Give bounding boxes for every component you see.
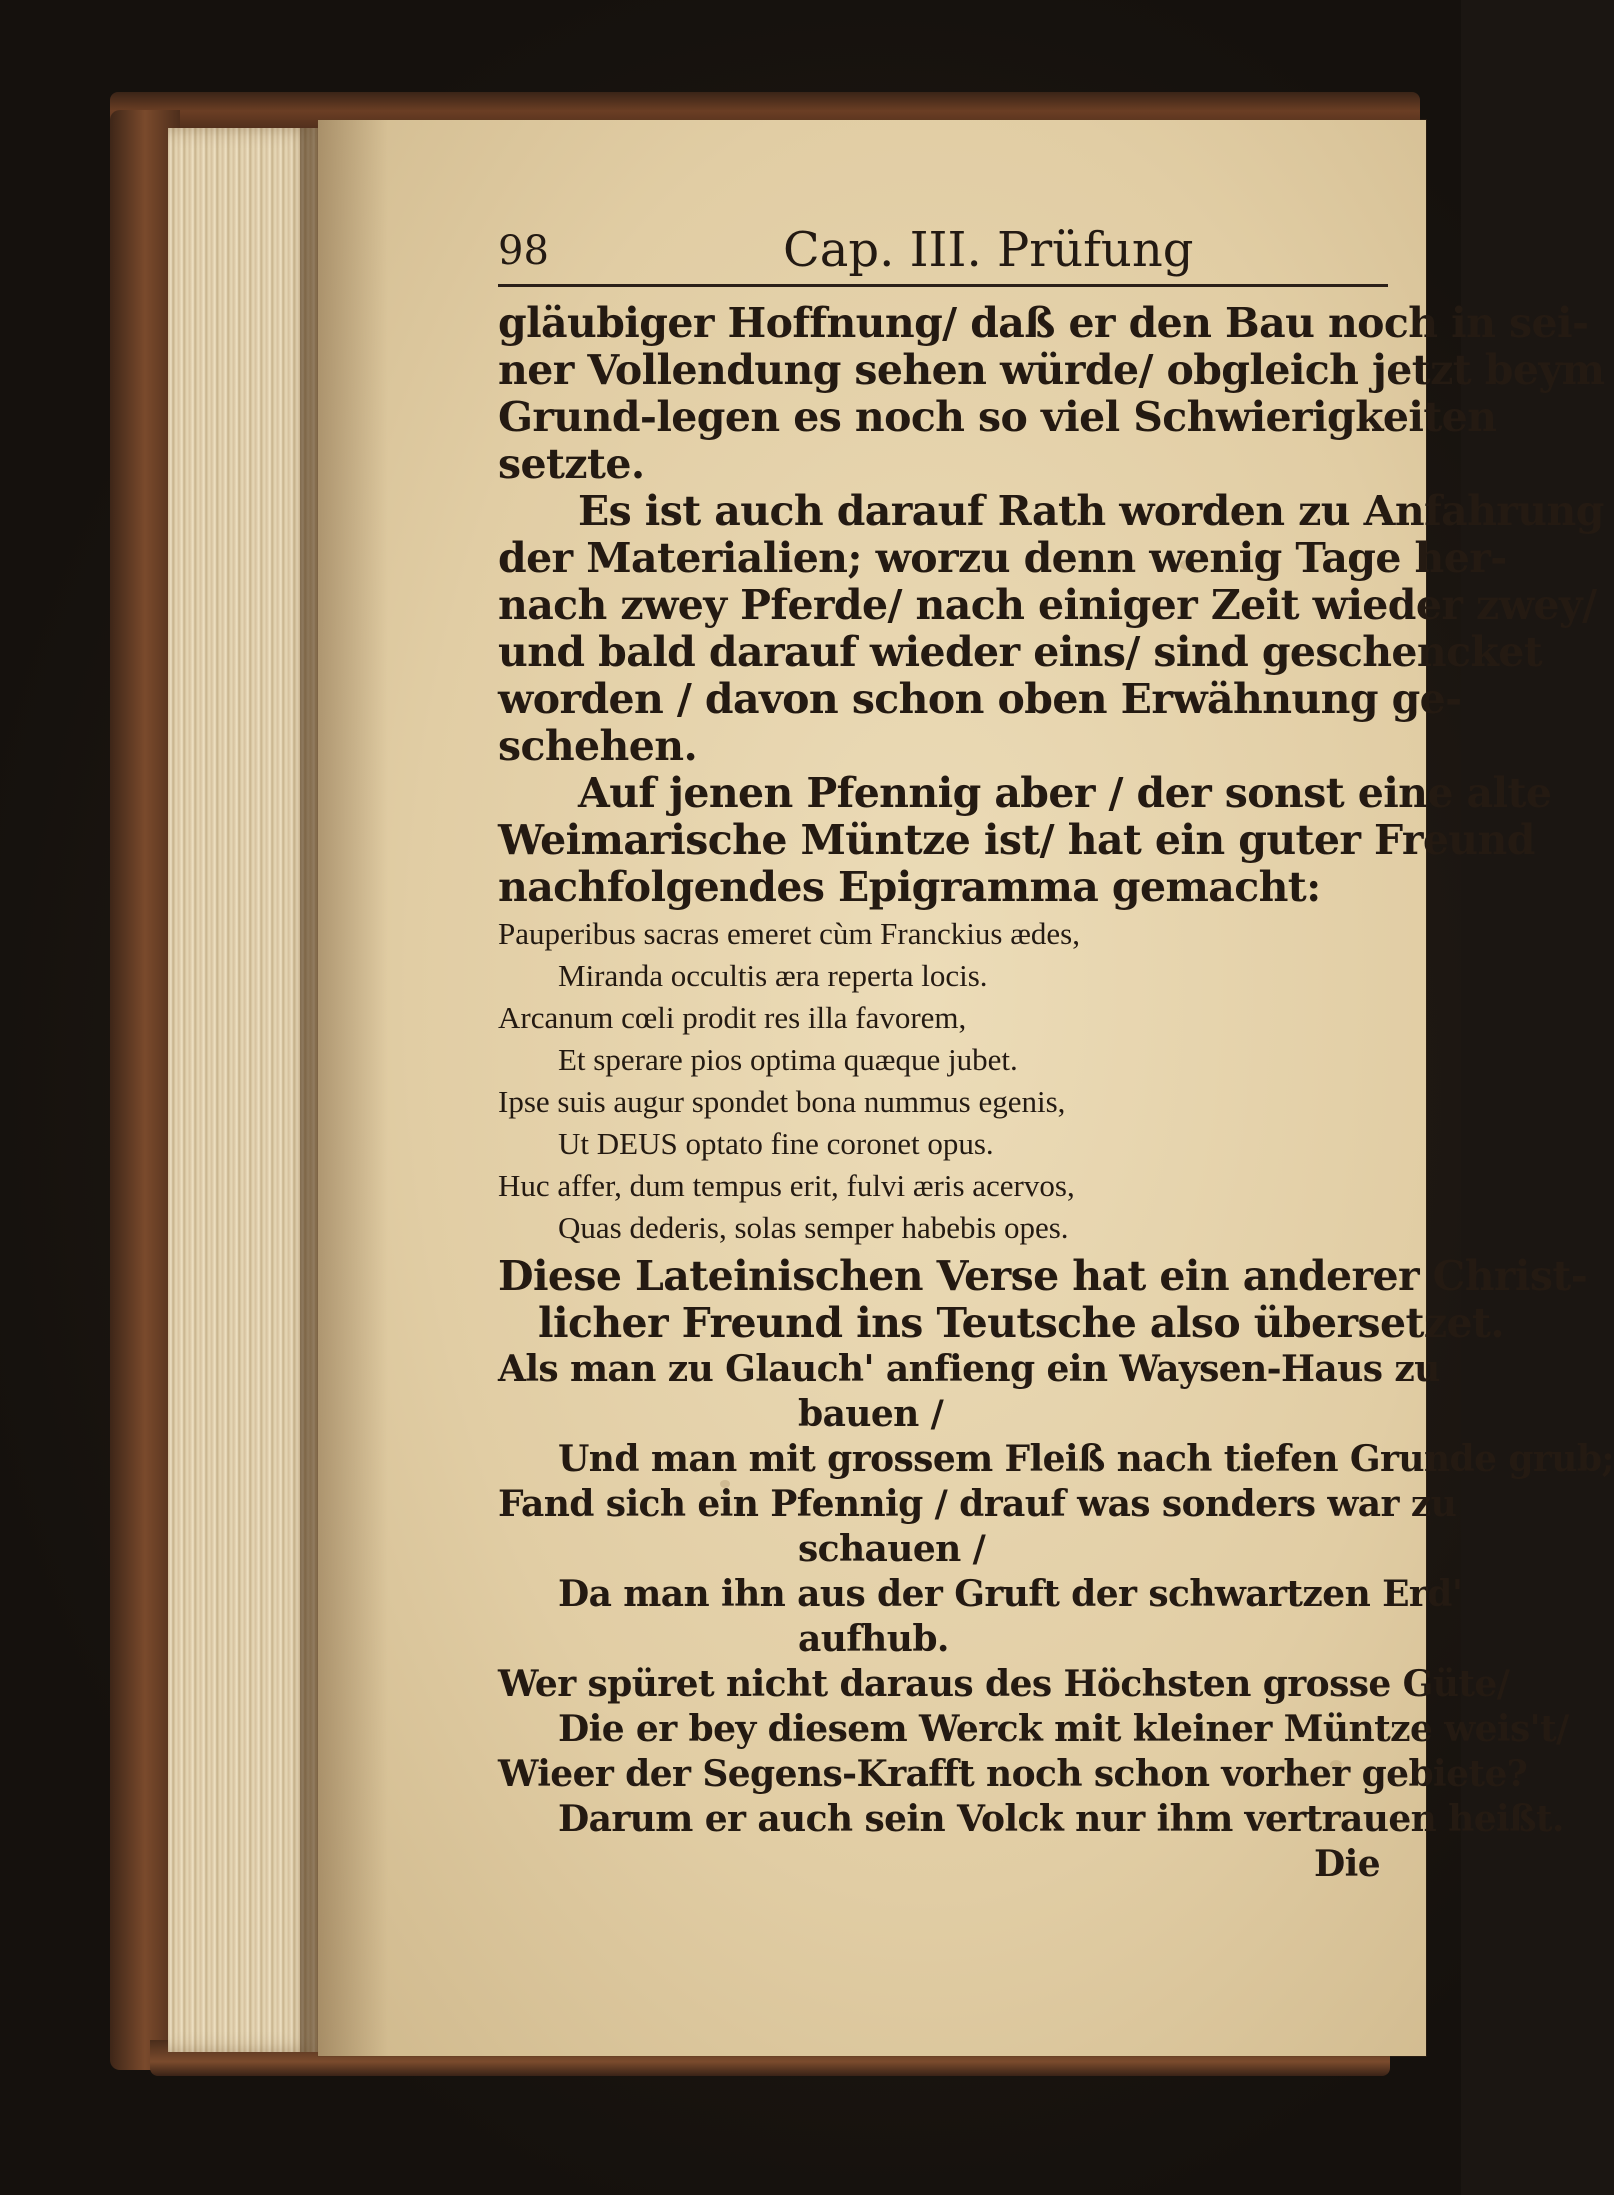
- text-line: ner Vollendung sehen würde/ obgleich jetzt beym: [498, 346, 1605, 394]
- text-line: nachfolgendes Epigramma gemacht:: [498, 863, 1321, 911]
- text-line: schehen.: [498, 722, 698, 770]
- catchword: Die: [1314, 1843, 1380, 1885]
- text-line: und bald darauf wieder eins/ sind geschencket: [498, 628, 1543, 676]
- poem-line: Die er bey diesem Werck mit kleiner Müntze weis't/: [558, 1708, 1569, 1750]
- poem-line: Als man zu Glauch' anfieng ein Waysen-Haus zu: [498, 1348, 1440, 1390]
- poem-line: bauen /: [798, 1393, 944, 1435]
- latin-verse-line: Huc affer, dum tempus erit, fulvi æris acervos,: [498, 1168, 1075, 1203]
- text-line: der Materialien; worzu denn wenig Tage her-: [498, 534, 1507, 582]
- text-line: worden / davon schon oben Erwähnung ge-: [498, 675, 1462, 723]
- paragraph-start-line: Auf jenen Pfennig aber / der sonst eine alte: [578, 769, 1552, 817]
- text-line: Grund-legen es noch so viel Schwierigkeiten: [498, 393, 1497, 441]
- latin-verse-line: Quas dederis, solas semper habebis opes.: [558, 1210, 1069, 1245]
- latin-verse-line: Miranda occultis æra reperta locis.: [558, 958, 988, 993]
- page-edges: [168, 128, 318, 2052]
- latin-verse-line: Arcanum cœli prodit res illa favorem,: [498, 1000, 967, 1035]
- text-line: nach zwey Pferde/ nach einiger Zeit wieder zwey/: [498, 581, 1597, 629]
- poem-line: Da man ihn aus der Gruft der schwartzen Erd': [558, 1573, 1463, 1615]
- page-number: 98: [498, 228, 549, 274]
- text-line: Diese Lateinischen Verse hat ein anderer Christ-: [498, 1252, 1588, 1300]
- page-header: [498, 222, 1388, 287]
- text-line: setzte.: [498, 440, 645, 488]
- poem-line: Fand sich ein Pfennig / drauf was sonders war zu: [498, 1483, 1457, 1525]
- poem-line: schauen /: [798, 1528, 986, 1570]
- page-body: [498, 299, 1614, 1887]
- latin-verse-line: Et sperare pios optima quæque jubet.: [558, 1042, 1018, 1077]
- page-gutter-shadow: [318, 120, 388, 2056]
- poem-line: Darum er auch sein Volck nur ihm vertrauen heißt.: [558, 1798, 1564, 1840]
- paragraph-start-line: Es ist auch darauf Rath worden zu Anfahrung: [578, 487, 1604, 535]
- poem-line: aufhub.: [798, 1618, 949, 1660]
- text-line: licher Freund ins Teutsche also übersetzet.: [538, 1299, 1505, 1347]
- latin-verse-line: Ut DEUS optato fine coronet opus.: [558, 1126, 994, 1161]
- text-line: Weimarische Müntze ist/ hat ein guter Freund: [498, 816, 1535, 864]
- latin-verse-line: Pauperibus sacras emeret cùm Franckius ædes,: [498, 916, 1080, 951]
- text-line: gläubiger Hoffnung/ daß er den Bau noch in sei-: [498, 299, 1589, 347]
- latin-verse-line: Ipse suis augur spondet bona nummus egenis,: [498, 1084, 1066, 1119]
- poem-line: Wer spüret nicht daraus des Höchsten grosse Güte/: [498, 1663, 1510, 1705]
- poem-line: Wieer der Segens-Krafft noch schon vorher gebiete?: [498, 1753, 1528, 1795]
- running-head: Cap. III. Prüfung: [783, 222, 1194, 278]
- poem-line: Und man mit grossem Fleiß nach tiefen Grunde grub;: [558, 1438, 1614, 1480]
